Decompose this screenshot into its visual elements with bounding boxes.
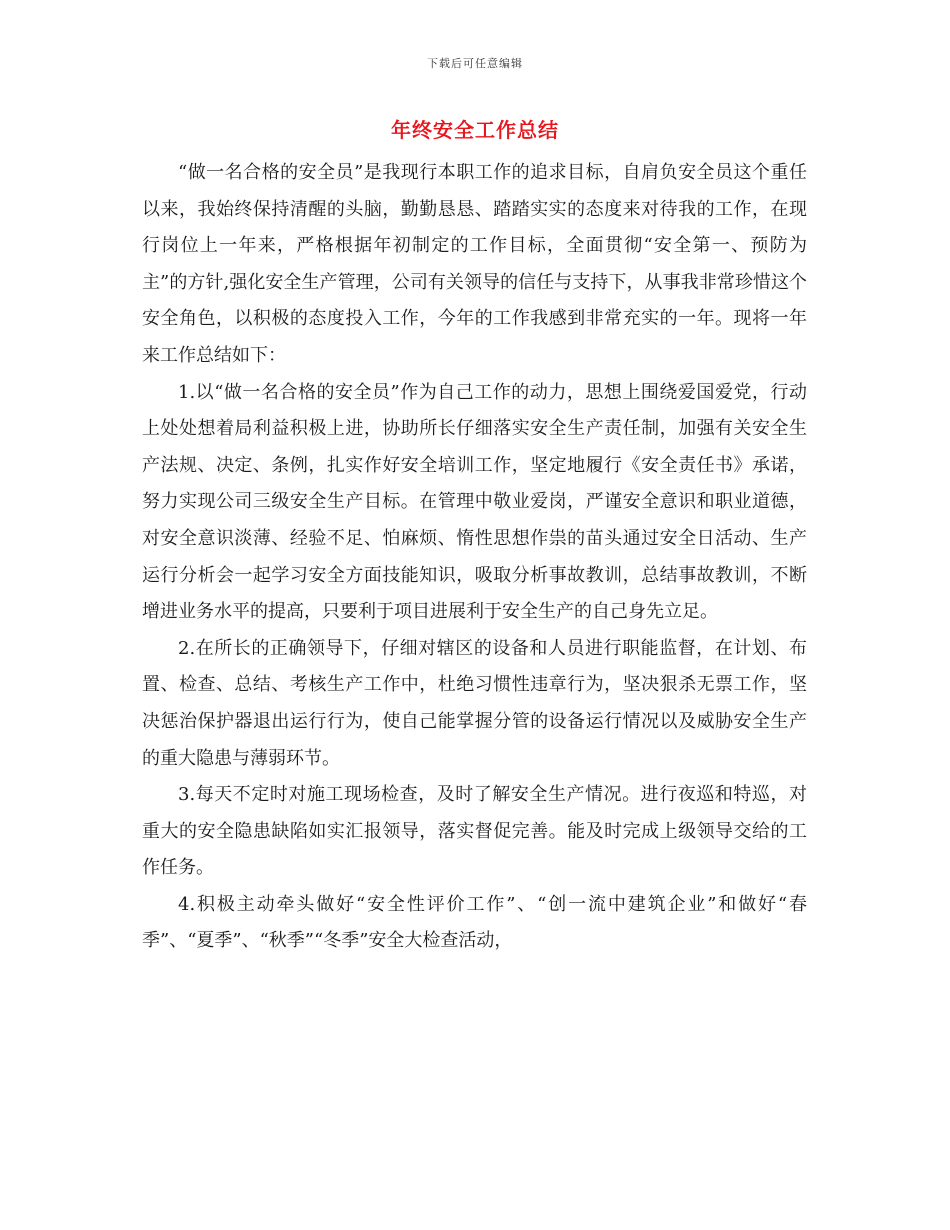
paragraph-item-4: 4.积极主动牵头做好“安全性评价工作”、“创一流中建筑企业”和做好“春季”、“夏季”、“秋季”“冬季”安全大检查活动， — [142, 893, 807, 952]
header-note: 下载后可任意编辑 — [427, 57, 523, 70]
paragraph-intro: “做一名合格的安全员”是我现行本职工作的追求目标，自肩负安全员这个重任以来，我始终保持清醒的头脑，勤勤恳恳、踏踏实实的态度来对待我的工作，在现行岗位上一年来，严格根据年初制定的工作目标，全面贯彻“安全第一、预防为主”的方针,强化安全生产管理，公司有关领导的信任与支持下，从事我非常珍惜这个安全角色，以积极的态度投入工作，今年的工作我感到非常充实的一年。现将一年来工作总结如下： — [142, 162, 807, 366]
document-body — [142, 155, 807, 960]
paragraph-item-1: 1.以“做一名合格的安全员”作为自己工作的动力，思想上围绕爱国爱党，行动上处处想着局利益积极上进，协助所长仔细落实安全生产责任制，加强有关安全生产法规、决定、条例，扎实作好安全培训工作，坚定地履行《安全责任书》承诺，努力实现公司三级安全生产目标。在管理中敬业爱岗，严谨安全意识和职业道德，对安全意识淡薄、经验不足、怕麻烦、惰性思想作祟的苗头通过安全日活动、生产运行分析会一起学习安全方面技能知识，吸取分析事故教训，总结事故教训，不断增进业务水平的提高，只要利于项目进展利于安全生产的自己身先立足。 — [142, 381, 807, 623]
paragraph-item-2: 2.在所长的正确领导下，仔细对辖区的设备和人员进行职能监督，在计划、布置、检查、总结、考核生产工作中，杜绝习惯性违章行为，坚决狠杀无票工作，坚决惩治保护器退出运行行为，使自己能掌握分管的设备运行情况以及威胁安全生产的重大隐患与薄弱环节。 — [142, 637, 807, 769]
paragraph-item-3: 3.每天不定时对施工现场检查，及时了解安全生产情况。进行夜巡和特巡，对重大的安全隐患缺陷如实汇报领导，落实督促完善。能及时完成上级领导交给的工作任务。 — [142, 784, 807, 879]
document-title: 年终安全工作总结 — [391, 118, 559, 142]
